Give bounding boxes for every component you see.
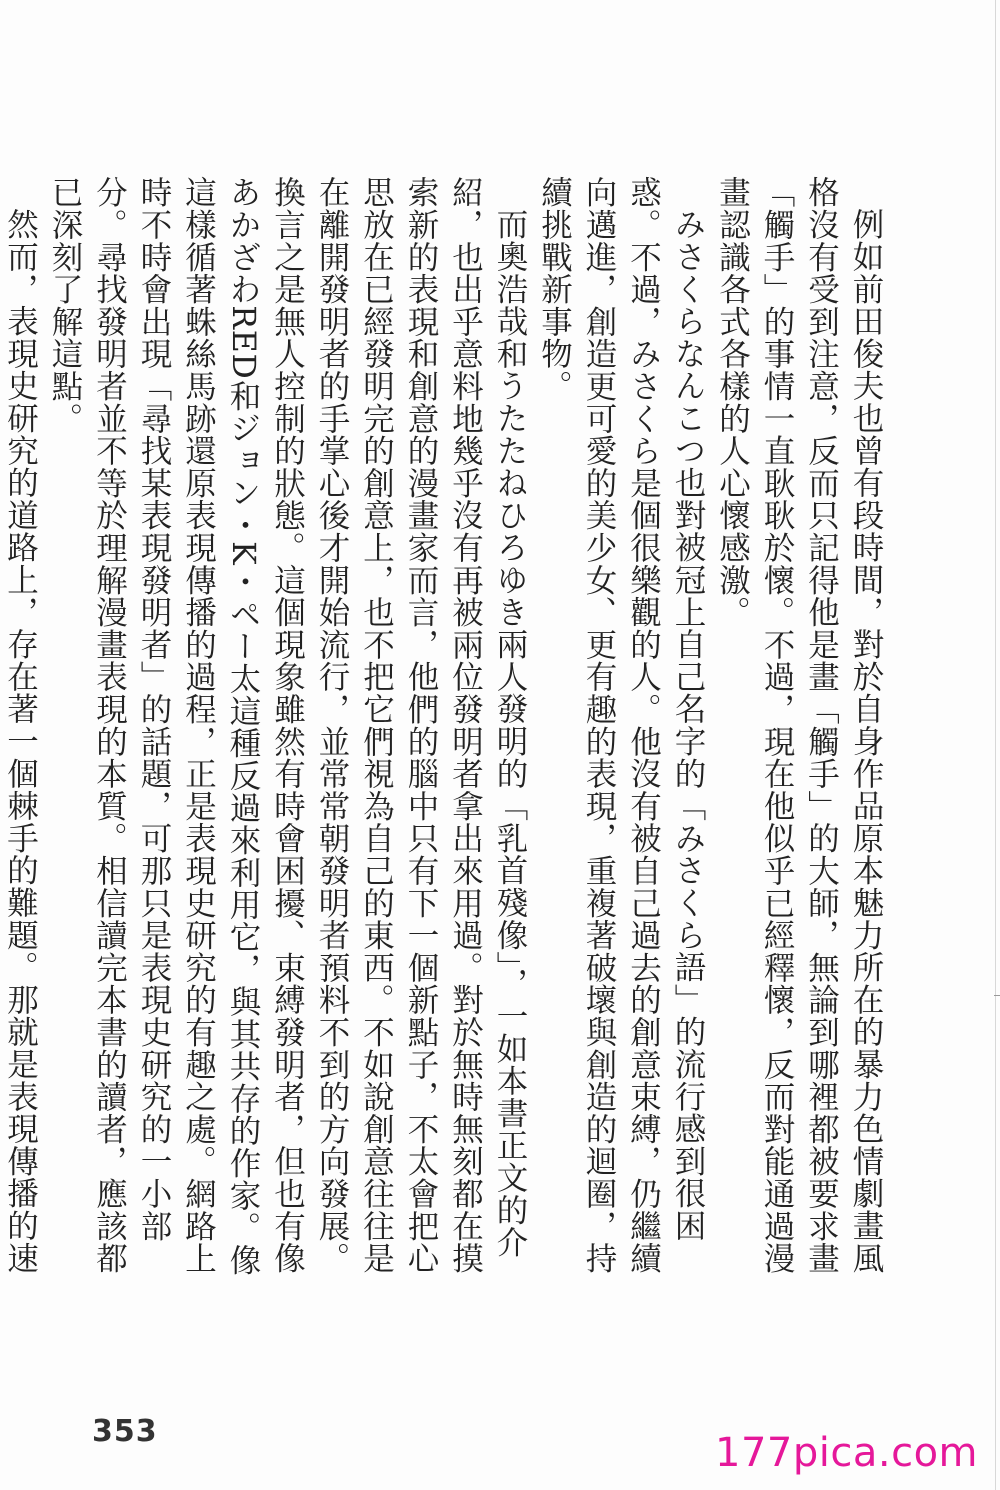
page-edge-line [995,0,996,1490]
page-edge-mark [994,995,1000,996]
vertical-text-body [2,176,888,1291]
paragraph-however: 然而，表現史研究的道路上，存在著一個棘手的難題。那就是表現傳播的速 [2,207,39,1274]
paragraph-misakura: みさくらなんこつ也對被冠上自己名字的「みさくら語」的流行感到很困惑。不過，みさくら是個很樂觀的人。他沒有被自己過去的創意束縛，仍繼續向邁進，創造更可愛的美少女、更有趣的表現，重複著破壞與創造的迴圈，持續挑戰新事物。 [536,176,706,1275]
site-watermark: 177pica.com [715,1430,978,1476]
paragraph-oku-utatane: 而奧浩哉和うたたねひろゆき兩人發明的「乳首殘像」，一如本書正文的介紹，也出乎意料地幾乎沒有再被兩位發明者拿出來用過。對於無時無刻都在摸索新的表現和創意的漫畫家而言，他們的腦中只有下一個新點子，不太會把心思放在已經發明完的創意上，也不把它們視為自己的東西。不如說創意往往是在離開發明者的手掌心後才開始流行，並常常朝發明者預料不到的方向發展。換言之是無人控制的狀態。這個現象雖然有時會困擾、束縛發明者，但也有像あかざわRED和ジョン・K・ペー太這種反過來利用它，與其共存的作家。像這樣循著蛛絲馬跡還原表現傳播的過程，正是表現史研究的有趣之處。網路上時不時會出現「尋找某表現發明者」的話題，可那只是表現史研究的一小部分。尋找發明者並不等於理解漫畫表現的本質。相信讀完本書的讀者，應該都已深刻了解這點。 [47,176,528,1276]
paragraph-maeda: 例如前田俊夫也曾有段時間，對於自身作品原本魅力所在的暴力色情劇畫風格沒有受到注意，反而只記得他是畫「觸手」的大師，無論到哪裡都被要求畫「觸手」的事情一直耿耿於懷。不過，現在他似乎已經釋懷，反而對能通過漫畫認識各式各樣的人心懷感激。 [714,176,884,1275]
page-number: 353 [92,1414,158,1449]
